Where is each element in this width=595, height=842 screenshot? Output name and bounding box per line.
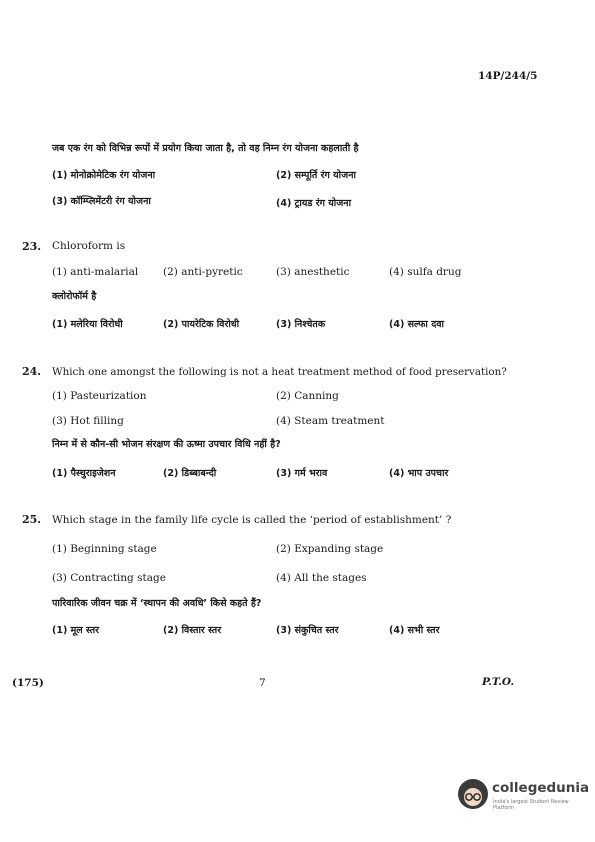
q25-number: 25. xyxy=(22,513,42,526)
q24-hindi-option-2: (2) डिब्बाबन्दी xyxy=(163,468,217,479)
mascot-icon xyxy=(458,779,488,809)
q24-hindi-option-1: (1) पैस्चुराइजेशन xyxy=(52,468,116,479)
pto-mark: P.T.O. xyxy=(482,676,515,688)
q24-option-4: (4) Steam treatment xyxy=(276,415,385,427)
page-number: 7 xyxy=(259,677,266,689)
q22-option-1: (1) मोनोक्रोमेटिक रंग योजना xyxy=(52,170,156,181)
q23-option-1: (1) anti-malarial xyxy=(52,266,139,278)
q25-option-2: (2) Expanding stage xyxy=(276,543,384,555)
logo-tagline: India's largest Student Review Platform xyxy=(493,799,569,811)
paper-code: 14P/244/5 xyxy=(478,70,538,82)
q22-option-4: (4) ट्रायड रंग योजना xyxy=(276,198,352,209)
q25-hindi-option-3: (3) संकुचित स्तर xyxy=(276,625,339,636)
q24-option-3: (3) Hot filling xyxy=(52,415,124,427)
q23-option-3: (3) anesthetic xyxy=(276,266,350,278)
q24-stem: Which one amongst the following is not a heat treatment method of food preservation? xyxy=(52,366,507,378)
q23-hindi-option-4: (4) सल्फा दवा xyxy=(389,319,444,330)
q24-option-1: (1) Pasteurization xyxy=(52,390,147,402)
q25-hindi-option-1: (1) मूल स्तर xyxy=(52,625,100,636)
q23-hindi-option-1: (1) मलेरिया विरोधी xyxy=(52,319,123,330)
q25-stem: Which stage in the family life cycle is called the ‘period of establishment’ ? xyxy=(52,514,452,526)
q23-option-2: (2) anti-pyretic xyxy=(163,266,243,278)
q24-hindi-option-4: (4) भाप उपचार xyxy=(389,468,449,479)
q25-hindi-option-2: (2) विस्तार स्तर xyxy=(163,625,222,636)
collegedunia-logo xyxy=(458,776,590,816)
q24-hindi-option-3: (3) गर्म भराव xyxy=(276,468,328,479)
q25-option-1: (1) Beginning stage xyxy=(52,543,157,555)
q25-option-4: (4) All the stages xyxy=(276,572,367,584)
q23-hindi-option-2: (2) पायरेटिक विरोधी xyxy=(163,319,240,330)
q24-option-2: (2) Canning xyxy=(276,390,339,402)
q22-option-3: (3) कॉम्प्लिमेंटरी रंग योजना xyxy=(52,196,151,207)
q24-stem-hindi: निम्न में से कौन-सी भोजन संरक्षण की ऊष्मा उपचार विधि नहीं है? xyxy=(52,439,281,450)
q25-option-3: (3) Contracting stage xyxy=(52,572,166,584)
q25-stem-hindi: पारिवारिक जीवन चक्र में ‘स्थापन की अवधि’ किसे कहते हैं? xyxy=(52,598,262,609)
q23-stem: Chloroform is xyxy=(52,240,126,252)
q22-stem-hindi: जब एक रंग को विभिन्न रूपों में प्रयोग किया जाता है, तो वह निम्न रंग योजना कहलाती है xyxy=(52,143,359,154)
q22-option-2: (2) सम्पूर्ति रंग योजना xyxy=(276,170,356,181)
logo-wordmark: collegedunia xyxy=(492,780,590,796)
q23-number: 23. xyxy=(22,240,42,253)
q23-stem-hindi: क्लोरोफॉर्म है xyxy=(52,291,97,302)
q23-hindi-option-3: (3) निश्चेतक xyxy=(276,319,326,330)
q23-option-4: (4) sulfa drug xyxy=(389,266,462,278)
q24-number: 24. xyxy=(22,365,42,378)
footer-code: (175) xyxy=(12,677,44,689)
q25-hindi-option-4: (4) सभी स्तर xyxy=(389,625,440,636)
